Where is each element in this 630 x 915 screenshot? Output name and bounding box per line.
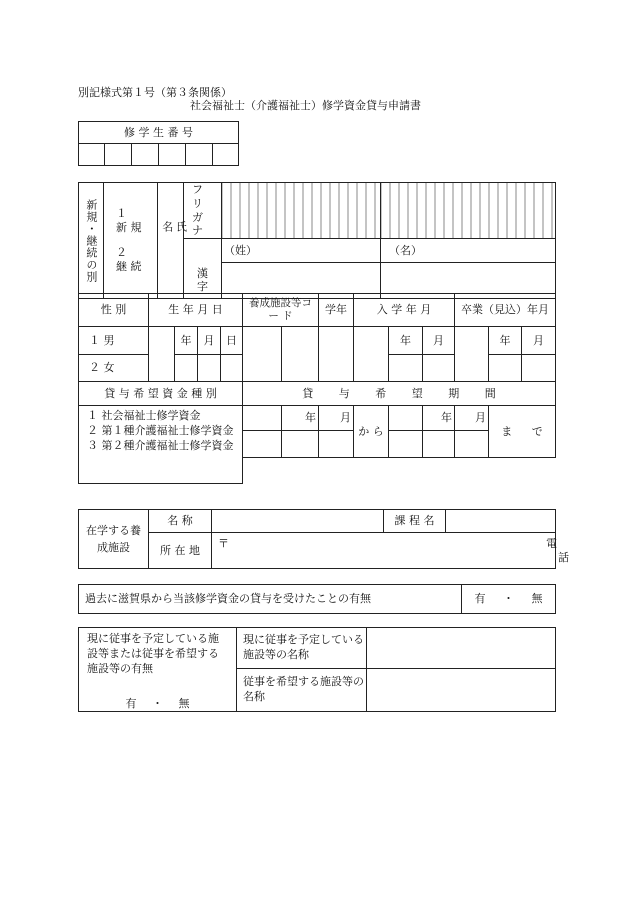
option-number: １ bbox=[116, 206, 127, 220]
student-number-digit[interactable] bbox=[132, 144, 159, 166]
sex-female-option[interactable] bbox=[79, 355, 149, 382]
surname-label bbox=[222, 239, 381, 263]
postal-mark: 〒 bbox=[218, 537, 229, 550]
course-name-label: 課 程 名 bbox=[384, 510, 446, 533]
enroll-year-label: 年 bbox=[389, 327, 423, 355]
name-label: 氏 名 bbox=[160, 221, 188, 260]
course-name-field[interactable] bbox=[446, 510, 556, 533]
grad-year-label: 年 bbox=[489, 327, 522, 355]
phone-label: 電 話 bbox=[546, 537, 569, 564]
furigana-label: フリガナ bbox=[192, 183, 209, 238]
current-facility-label bbox=[237, 628, 367, 669]
period-from-year: 年 bbox=[282, 406, 319, 431]
grad-year-field[interactable] bbox=[489, 355, 522, 382]
sex-male-option[interactable] bbox=[79, 327, 149, 355]
info-table bbox=[78, 293, 556, 484]
grade-field[interactable] bbox=[319, 327, 354, 382]
blank bbox=[243, 458, 556, 484]
loan-type-options-bottom bbox=[79, 458, 243, 484]
past-loan-table bbox=[78, 584, 556, 614]
sex-header: 性 別 bbox=[79, 294, 149, 327]
hope-facility-field[interactable] bbox=[367, 669, 556, 712]
loan-type-header: 貸 与 希 望 資 金 種 別 bbox=[79, 382, 243, 406]
option-number: ２ bbox=[116, 245, 127, 259]
student-number-digit[interactable] bbox=[159, 144, 186, 166]
period-to-month-field[interactable] bbox=[455, 431, 489, 458]
grad-month-field[interactable] bbox=[522, 355, 556, 382]
code-field[interactable] bbox=[282, 327, 319, 382]
enroll-era-field[interactable] bbox=[354, 327, 389, 382]
enroll-month-field[interactable] bbox=[423, 355, 455, 382]
loan-option-social-worker[interactable]: １ 社会福祉士修学資金 bbox=[87, 409, 201, 422]
code-field[interactable] bbox=[243, 327, 282, 382]
given-label bbox=[381, 239, 556, 263]
period-to-year-field[interactable] bbox=[423, 431, 455, 458]
period-to-era-field[interactable] bbox=[389, 431, 423, 458]
new-continue-label: 新規・継続の別 bbox=[84, 198, 98, 283]
employment-answer[interactable]: 有 ・ 無 bbox=[125, 696, 190, 710]
period-to-month: 月 bbox=[455, 406, 489, 431]
option-continue[interactable]: 継 続 bbox=[116, 259, 142, 273]
surname-text: （姓） bbox=[224, 243, 257, 257]
student-number-digit[interactable] bbox=[79, 144, 105, 166]
student-number-label: 修 学 生 番 号 bbox=[79, 122, 239, 144]
birthdate-header: 生 年 月 日 bbox=[149, 294, 243, 327]
student-number-digit[interactable] bbox=[213, 144, 239, 166]
school-label-cell bbox=[79, 510, 149, 569]
grad-month-label: 月 bbox=[522, 327, 556, 355]
school-name-field[interactable] bbox=[212, 510, 384, 533]
kanji-label: 漢字 bbox=[197, 266, 208, 294]
period-from-year-field[interactable] bbox=[282, 431, 319, 458]
loan-option-care-worker-1[interactable]: ２ 第１種介護福祉士修学資金 bbox=[87, 423, 234, 437]
loan-option-care-worker-2[interactable]: ３ 第２種介護福祉士修学資金 bbox=[87, 438, 234, 452]
period-from-era-field[interactable] bbox=[243, 431, 282, 458]
loan-type-options[interactable] bbox=[79, 406, 243, 458]
name-label-cell bbox=[158, 183, 188, 299]
birth-era-field[interactable] bbox=[149, 327, 175, 382]
past-loan-question-text: 過去に滋賀県から当該修学資金の貸与を受けたことの有無 bbox=[85, 592, 371, 606]
female-text: ２ 女 bbox=[89, 361, 115, 375]
past-loan-answer[interactable]: 有 ・ 無 bbox=[462, 585, 556, 614]
enroll-year-field[interactable] bbox=[389, 355, 423, 382]
school-label: 在学する養成施設 bbox=[86, 523, 141, 554]
address-field[interactable] bbox=[212, 533, 556, 569]
period-to-year: 年 bbox=[423, 406, 455, 431]
employment-question-cell bbox=[79, 628, 237, 712]
past-loan-question bbox=[79, 585, 462, 614]
furigana-surname-field[interactable] bbox=[222, 183, 381, 239]
birth-month-field[interactable] bbox=[198, 355, 221, 382]
grad-header: 卒業（見込）年月 bbox=[455, 294, 556, 327]
school-code-header: 養成施設等コ ー ド bbox=[243, 294, 319, 327]
identity-table bbox=[78, 182, 556, 299]
loan-period-header: 貸 与 希 望 期 間 bbox=[243, 382, 556, 406]
hope-facility-label-text: 従事を希望する施設等の名称 bbox=[243, 675, 364, 703]
period-from-era[interactable] bbox=[243, 406, 282, 431]
period-from-month-field[interactable] bbox=[319, 431, 354, 458]
option-new[interactable]: 新 規 bbox=[116, 221, 142, 235]
enroll-header: 入 学 年 月 bbox=[354, 294, 455, 327]
birth-year-field[interactable] bbox=[175, 355, 198, 382]
birth-day-field[interactable] bbox=[221, 355, 243, 382]
grade-header: 学年 bbox=[319, 294, 354, 327]
enroll-month-label: 月 bbox=[423, 327, 455, 355]
current-facility-label-text: 現に従事を予定している施設等の名称 bbox=[243, 633, 364, 661]
current-facility-field[interactable] bbox=[367, 628, 556, 669]
birth-day-label: 日 bbox=[221, 327, 243, 355]
furigana-given-field[interactable] bbox=[381, 183, 556, 239]
furigana-label-cell bbox=[184, 183, 222, 239]
hope-facility-label bbox=[237, 669, 367, 712]
to-label: ま で bbox=[489, 406, 556, 458]
form-reference: 別記様式第１号（第３条関係） bbox=[78, 86, 232, 99]
from-label: か ら bbox=[354, 406, 389, 458]
student-number-digit[interactable] bbox=[105, 144, 132, 166]
school-table bbox=[78, 509, 569, 569]
given-text: （名） bbox=[389, 243, 422, 257]
grad-era-field[interactable] bbox=[455, 327, 489, 382]
student-number-table bbox=[78, 121, 239, 166]
new-continue-options[interactable] bbox=[104, 183, 158, 299]
birth-month-label: 月 bbox=[198, 327, 221, 355]
new-continue-label-cell bbox=[79, 183, 104, 299]
form-title: 社会福祉士（介護福祉士）修学資金貸与申請書 bbox=[190, 99, 421, 112]
school-name-label: 名 称 bbox=[149, 510, 212, 533]
period-to-era[interactable] bbox=[389, 406, 423, 431]
spacer bbox=[184, 239, 222, 263]
male-text: １ 男 bbox=[89, 333, 115, 347]
birth-year-label: 年 bbox=[175, 327, 198, 355]
employment-question: 現に従事を予定している施設等または従事を希望する施設等の有無 bbox=[87, 632, 219, 675]
address-label: 所 在 地 bbox=[149, 533, 212, 569]
student-number-digit[interactable] bbox=[186, 144, 213, 166]
employment-table bbox=[78, 627, 556, 712]
period-from-month: 月 bbox=[319, 406, 354, 431]
